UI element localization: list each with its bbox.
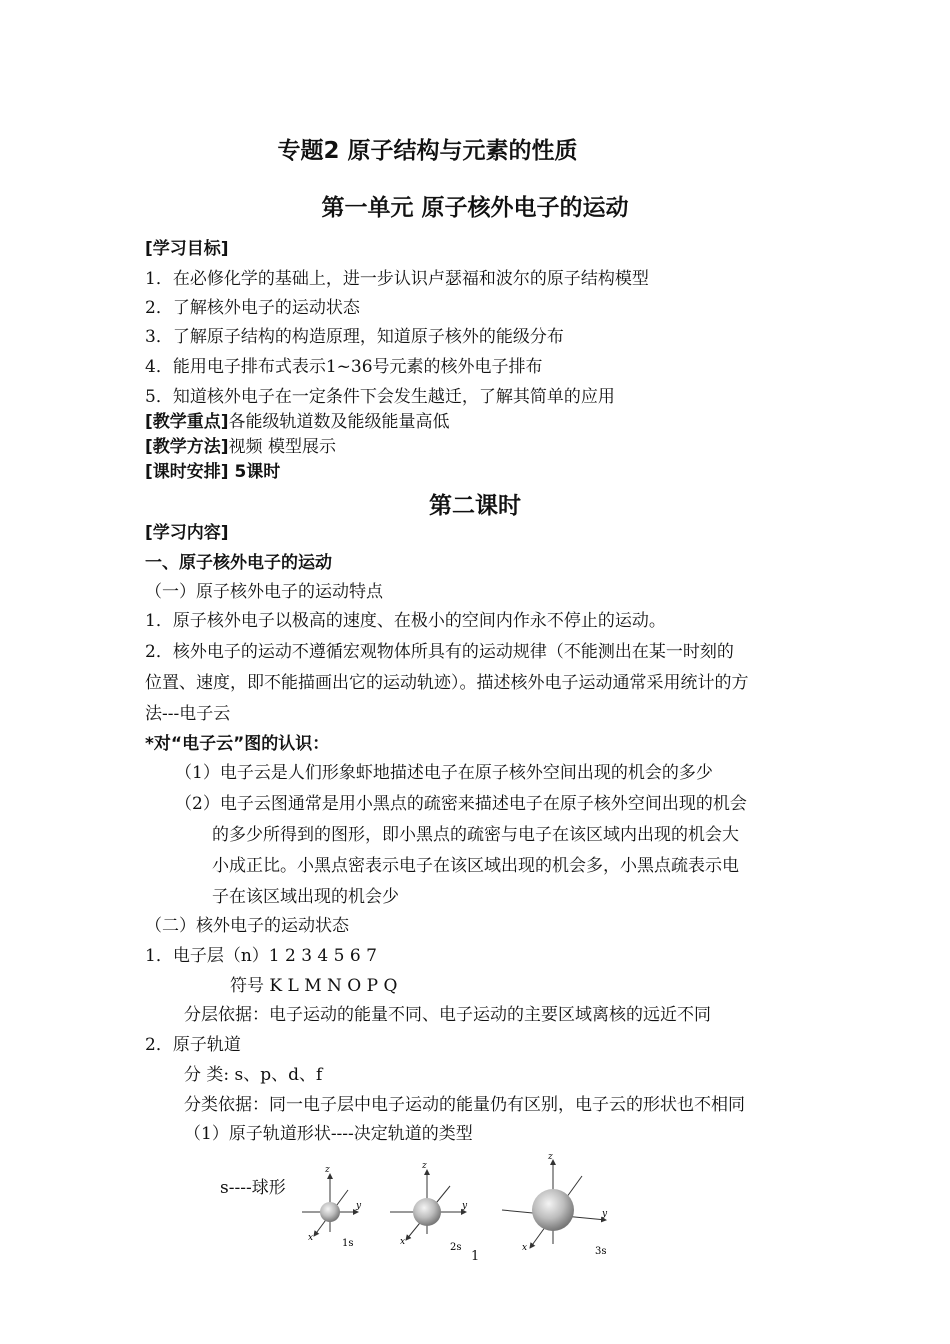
section-title: 一、原子核外电子的运动	[145, 553, 332, 573]
subsection-title: （二）核外电子的运动状态	[145, 916, 349, 936]
cloud-item: （2）电子云图通常是用小黑点的疏密来描述电子在原子核外空间出现的机会	[175, 794, 747, 814]
x-axis-label: x	[522, 1243, 528, 1253]
cloud-item: （1）电子云是人们形象虾地描述电子在原子核外空间出现的机会的多少	[175, 763, 713, 783]
sphere-2s	[413, 1198, 441, 1226]
y-axis-label: y	[602, 1209, 608, 1219]
method-label: [教学方法]	[145, 437, 229, 457]
orbital-2s-figure	[390, 1161, 468, 1253]
key-point-text: 各能级轨道数及能级能量高低	[228, 412, 450, 432]
cloud-header: *对“电子云”图的认识：	[145, 734, 330, 754]
subsection-title: （一）原子核外电子的运动特点	[145, 582, 383, 602]
page-number: 1	[471, 1249, 480, 1264]
schedule	[145, 461, 280, 483]
topic-title: 专题2 原子结构与元素的性质	[277, 138, 578, 164]
orbital-shape: （1）原子轨道形状----决定轨道的类型	[184, 1124, 473, 1144]
unit-title: 第一单元 原子核外电子的运动	[321, 195, 629, 221]
paragraph-line: 1．原子核外电子以极高的速度、在极小的空间内作永不停止的运动。	[145, 611, 666, 631]
goals-header: [学习目标]	[145, 239, 229, 259]
y-axis-label: y	[462, 1201, 468, 1211]
method-text: 视频 模型展示	[228, 437, 336, 457]
z-axis-label: z	[422, 1161, 427, 1171]
key-point	[145, 411, 450, 433]
orbital-label: 2s	[450, 1242, 462, 1253]
key-point-label: [教学重点]	[145, 412, 229, 432]
x-axis-label: x	[400, 1237, 406, 1247]
x-axis-label: x	[308, 1233, 314, 1243]
paragraph-line: 位置、速度，即不能描画出它的运动轨迹）。描述核外电子运动通常采用统计的方	[145, 673, 749, 693]
goal-item: 1．在必修化学的基础上，进一步认识卢瑟福和波尔的原子结构模型	[145, 269, 649, 289]
lesson-title: 第二课时	[429, 493, 521, 519]
symbol-line: 符号 K L M N O P Q	[230, 976, 398, 996]
sphere-3s	[532, 1189, 574, 1231]
s-orbital-label: s----球形	[220, 1178, 286, 1198]
teaching-method	[145, 436, 336, 458]
goal-item: 2．了解核外电子的运动状态	[145, 298, 360, 318]
paragraph-line: 2．核外电子的运动不遵循宏观物体所具有的运动规律（不能测出在某一时刻的	[145, 642, 734, 662]
paragraph-line: 法---电子云	[145, 704, 231, 724]
orbital-1s-figure	[302, 1165, 362, 1249]
shell-basis: 分层依据：电子运动的能量不同、电子运动的主要区域离核的远近不同	[184, 1005, 711, 1025]
cloud-item: 小成正比。小黑点密表示电子在该区域出现的机会多，小黑点疏表示电	[212, 856, 739, 876]
orbital-basis: 分类依据：同一电子层中电子运动的能量仍有区别，电子云的形状也不相同	[184, 1095, 745, 1115]
z-axis-label: z	[548, 1152, 553, 1162]
orbital-title: 2．原子轨道	[145, 1035, 241, 1055]
sphere-1s	[320, 1202, 340, 1222]
orbital-class: 分 类: s、p、d、f	[184, 1065, 323, 1085]
schedule-text: 5课时	[228, 462, 281, 482]
orbital-label: 3s	[595, 1246, 607, 1257]
goal-item: 3．了解原子结构的构造原理，知道原子核外的能级分布	[145, 327, 564, 347]
orbital-label: 1s	[342, 1238, 354, 1249]
cloud-item: 的多少所得到的图形，即小黑点的疏密与电子在该区域内出现的机会大	[212, 825, 739, 845]
shell-line: 1．电子层（n）1 2 3 4 5 6 7	[145, 946, 377, 966]
goal-item: 5．知道核外电子在一定条件下会发生越迁，了解其简单的应用	[145, 387, 615, 407]
content-header: [学习内容]	[145, 523, 229, 543]
y-axis-label: y	[356, 1201, 362, 1211]
cloud-item: 子在该区域出现的机会少	[212, 887, 399, 907]
s-orbital-figures	[290, 1150, 630, 1260]
orbital-3s-figure	[502, 1152, 608, 1257]
goal-item: 4．能用电子排布式表示1~36号元素的核外电子排布	[145, 357, 543, 377]
z-axis-label: z	[325, 1165, 330, 1175]
schedule-label: [课时安排]	[145, 462, 229, 482]
